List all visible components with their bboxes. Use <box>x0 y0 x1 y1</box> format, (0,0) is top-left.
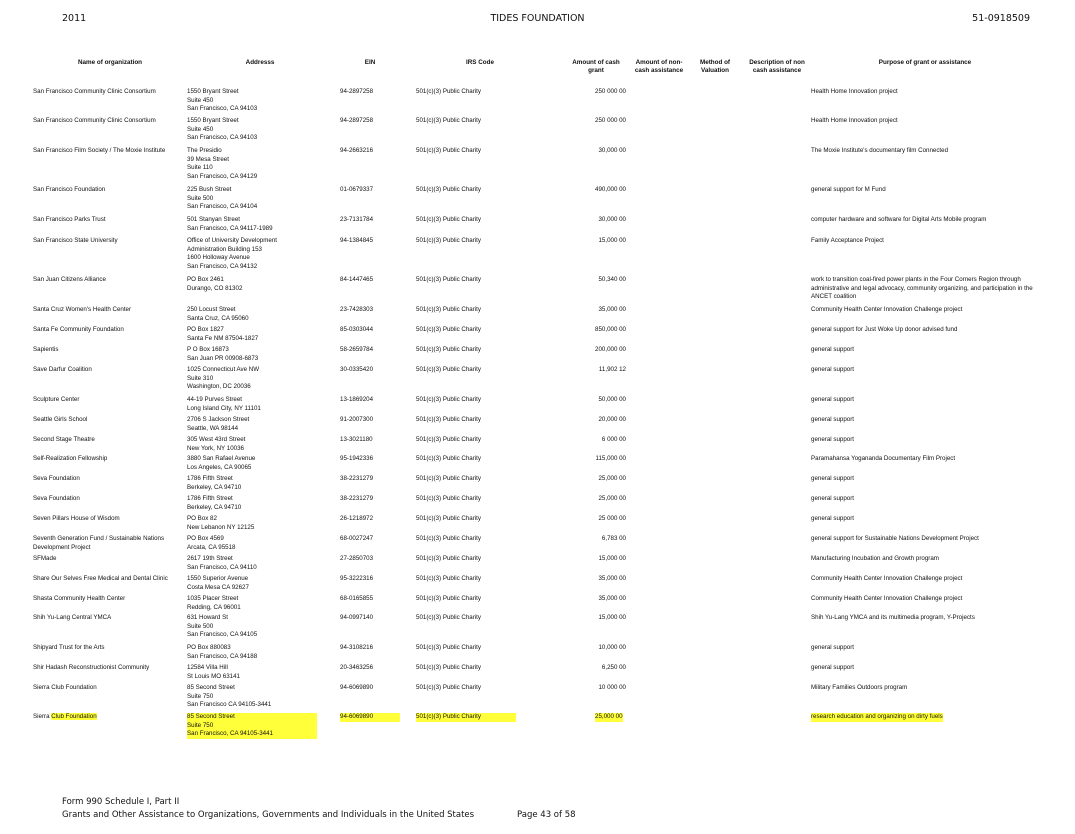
grantee-address-line: Durango, CO 81302 <box>187 284 243 292</box>
grantee-address-line: 631 Howard St <box>187 614 228 621</box>
grantee-irs-code: 501(c)(3) Public Charity <box>416 366 481 373</box>
grantee-ein: 68-0027247 <box>340 535 374 542</box>
col-header-noncash: Amount of non-cash assistance <box>634 59 684 74</box>
grantee-address-line: 39 Mesa Street <box>187 155 229 163</box>
grantee-address-line: P O Box 16873 <box>187 346 229 353</box>
grantee-address-line: 85 Second Street <box>187 713 317 722</box>
grant-purpose: computer hardware and software for Digital Arts Mobile program <box>811 216 987 223</box>
grantee-address-line: 1035 Placer Street <box>187 595 239 602</box>
grantee-irs-code: 501(c)(3) Public Charity <box>416 326 481 333</box>
grantee-irs-code: 501(c)(3) Public Charity <box>416 684 481 691</box>
grantee-name: Seventh Generation Fund / Sustainable Nations Development Project <box>33 535 165 551</box>
grantee-name: San Francisco Film Society / The Moxie Institute <box>33 147 166 154</box>
grantee-address-line: 225 Bush Street <box>187 186 232 193</box>
footer-description: Grants and Other Assistance to Organizations, Governments and Individuals in the United States <box>62 810 475 820</box>
grantee-name <box>33 713 183 722</box>
grantee-name: Seva Foundation <box>33 495 80 502</box>
grantee-ein: 13-3021180 <box>340 436 373 443</box>
grantee-name: San Francisco Community Clinic Consortium <box>33 88 156 95</box>
grantee-irs-code: 501(c)(3) Public Charity <box>416 88 481 95</box>
grantee-ein: 94-6069890 <box>340 684 374 691</box>
col-header-irs-code: IRS Code <box>466 59 494 66</box>
grantee-ein: 94-1384845 <box>340 237 374 244</box>
grantee-address-line: 1025 Connecticut Ave NW <box>187 366 260 373</box>
grant-purpose: work to transition coal-fired power plants in the Four Corners Region through administrative and legal advocacy, community organizing, and participation in the ANCET coalition <box>811 276 1033 300</box>
footer-form: Form 990 Schedule I, Part II <box>62 797 180 807</box>
grantee-address-line: Suite 750 <box>187 722 317 731</box>
grantee-address-line: Redding, CA 96001 <box>187 603 241 611</box>
grantee-ein: 30-0335420 <box>340 366 374 373</box>
grantee-name: Shir Hadash Reconstructionist Community <box>33 664 150 671</box>
cash-grant-amount: 6,783 00 <box>601 535 626 542</box>
grant-purpose: Paramahansa Yogananda Documentary Film Project <box>811 455 956 462</box>
grantee-address-line: 501 Stanyan Street <box>187 216 240 223</box>
organization-name: TIDES FOUNDATION <box>490 13 585 24</box>
grantee-ein: 26-1218972 <box>340 515 374 522</box>
cash-grant-amount: 15,000 00 <box>598 555 626 562</box>
grantee-name: San Francisco Parks Trust <box>33 216 106 223</box>
cash-grant-amount: 6,250 00 <box>601 664 626 671</box>
cash-grant-amount: 35,000 00 <box>598 595 626 602</box>
grantee-irs-code: 501(c)(3) Public Charity <box>416 515 481 522</box>
grantee-address-line: 250 Locust Street <box>187 306 236 313</box>
grantee-address-line: 12584 Villa Hill <box>187 664 228 671</box>
grantee-irs-code: 501(c)(3) Public Charity <box>416 555 481 562</box>
grantee-address-line: San Francisco, CA 94103 <box>187 105 258 112</box>
grant-purpose: Community Health Center Innovation Challenge project <box>811 595 963 602</box>
grantee-name: Second Stage Theatre <box>33 436 95 443</box>
grant-purpose: general support <box>811 664 854 671</box>
grantee-ein: 94-0997140 <box>340 614 374 621</box>
grantee-address-line: 2617 19th Street <box>187 555 233 562</box>
grantee-irs-code: 501(c)(3) Public Charity <box>416 595 481 602</box>
grantee-irs-code: 501(c)(3) Public Charity <box>416 575 481 582</box>
grantee-address-line: San Francisco, CA 94105 <box>187 631 258 638</box>
cash-grant-amount: 35,000 00 <box>598 575 626 582</box>
grantee-address-line: St Louis MO 63141 <box>187 672 240 680</box>
grantee-irs-code: 501(c)(3) Public Charity <box>416 237 481 244</box>
grantee-name: Shih Yu-Lang Central YMCA <box>33 614 112 621</box>
grantee-irs-code: 501(c)(3) Public Charity <box>416 614 481 621</box>
grantee-ein: 94-6069890 <box>340 713 400 722</box>
grantee-address-line: 1550 Bryant Street <box>187 117 239 124</box>
grantee-name: Seva Foundation <box>33 475 80 482</box>
grantee-address-line: 1786 Fifth Street <box>187 495 233 502</box>
grantee-address-line: 1786 Fifth Street <box>187 475 233 482</box>
grant-purpose: general support <box>811 346 854 353</box>
grantee-address-line: 1550 Superior Avenue <box>187 575 249 582</box>
col-header-cash-grant: Amount of cash grant <box>572 59 620 74</box>
grantee-ein: 91-2007300 <box>340 416 374 423</box>
grantee-address-line: PO Box 4569 <box>187 535 224 542</box>
grantee-irs-code: 501(c)(3) Public Charity <box>416 276 481 283</box>
grantee-address-line: Office of University Development <box>187 237 277 244</box>
grantee-name: Seattle Girls School <box>33 416 88 423</box>
grantee-ein: 94-3108216 <box>340 644 374 651</box>
organization-ein: 51-0918509 <box>972 13 1030 24</box>
grantee-address-line: New York, NY 10036 <box>187 444 244 452</box>
grantee-address-line: Suite 110 <box>187 164 213 171</box>
grantee-address-line: 44-19 Purves Street <box>187 396 243 403</box>
grantee-address-line: Berkeley, CA 94710 <box>187 483 242 491</box>
grantee-ein: 95-1942336 <box>340 455 374 462</box>
grantee-address-line: PO Box 2461 <box>187 276 224 283</box>
grantee-address-line: PO Box 1827 <box>187 326 224 333</box>
grant-purpose: Family Acceptance Project <box>811 237 884 244</box>
tax-year: 2011 <box>62 13 87 24</box>
grant-purpose: general support for M Fund <box>811 186 886 193</box>
grant-purpose: Health Home Innovation project <box>811 117 898 124</box>
grantee-address-line: 3880 San Rafael Avenue <box>187 455 256 462</box>
grantee-irs-code: 501(c)(3) Public Charity <box>416 455 481 462</box>
grantee-irs-code: 501(c)(3) Public Charity <box>416 346 481 353</box>
grantee-name: Shipyard Trust for the Arts <box>33 644 105 651</box>
grant-purpose: general support <box>811 396 854 403</box>
grantee-address-line: Suite 450 <box>187 96 214 104</box>
grant-purpose: general support <box>811 644 854 651</box>
grantee-address-line: The Presidio <box>187 147 222 154</box>
grantee-name-highlight: Club Foundation <box>51 713 97 720</box>
grantee-ein: 58-2659784 <box>340 346 374 353</box>
grant-purpose: general support for Sustainable Nations Development Project <box>811 535 979 542</box>
grantee-ein: 38-2231279 <box>340 495 374 502</box>
cash-grant-amount: 11,902 12 <box>598 366 626 373</box>
grantee-address-line: San Francisco, CA 94188 <box>187 652 258 660</box>
cash-grant-amount: 20,000 00 <box>598 416 626 423</box>
grantee-name: Share Our Selves Free Medical and Dental Clinic <box>33 575 168 582</box>
grantee-address-line: Suite 750 <box>187 692 214 700</box>
grantee-name: Shasta Community Health Center <box>33 595 126 602</box>
grantee-ein: 94-2897258 <box>340 88 374 95</box>
grantee-address-line: 85 Second Street <box>187 684 235 691</box>
grantee-name: Self-Realization Fellowship <box>33 455 108 462</box>
grantee-ein: 84-1447465 <box>340 276 374 283</box>
grantee-irs-code: 501(c)(3) Public Charity <box>416 216 481 223</box>
grantee-address-line: San Francisco, CA 94132 <box>187 262 258 270</box>
grant-purpose: general support <box>811 366 854 373</box>
grantee-irs-code: 501(c)(3) Public Charity <box>416 396 481 403</box>
grantee-name: SFMade <box>33 555 57 562</box>
grantee-address-line: San Francisco, CA 94103 <box>187 134 258 141</box>
grantee-address-line: San Francisco CA 94105-3441 <box>187 701 272 708</box>
grantee-irs-code: 501(c)(3) Public Charity <box>416 644 481 651</box>
grantee-ein: 23-7131784 <box>340 216 374 223</box>
cash-grant-amount: 490,000 00 <box>595 186 626 193</box>
grantee-address-line: San Francisco, CA 94117-1989 <box>187 224 273 232</box>
grantee-address-line: Costa Mesa CA 92627 <box>187 583 249 591</box>
cash-grant-amount: 200,000 00 <box>595 346 626 353</box>
grantee-name: Seven Pillars House of Wisdom <box>33 515 120 522</box>
grantee-address-line: Los Angeles, CA 90065 <box>187 463 252 471</box>
grant-purpose: general support <box>811 436 854 443</box>
cash-grant-amount: 250 000 00 <box>595 88 626 95</box>
grantee-address-line: 1600 Holloway Avenue <box>187 254 250 261</box>
grantee-name: San Francisco State University <box>33 237 118 244</box>
grantee-irs-code: 501(c)(3) Public Charity <box>416 306 481 313</box>
grant-purpose: general support for Just Woke Up donor advised fund <box>811 326 958 333</box>
grantee-address-line: Washington, DC 20036 <box>187 383 251 390</box>
grantee-ein: 95-3222316 <box>340 575 374 582</box>
grantee-address-line: San Francisco, CA 94129 <box>187 172 258 180</box>
col-header-valuation: Method of Valuation <box>699 59 731 74</box>
cash-grant-amount: 50,340 00 <box>598 276 626 283</box>
cash-grant-amount: 250 000 00 <box>595 117 626 124</box>
cash-grant-amount: 25,000 00 <box>598 475 626 482</box>
grantee-irs-code: 501(c)(3) Public Charity <box>416 535 481 542</box>
grantee-ein: 68-0165855 <box>340 595 374 602</box>
grantee-address-line: Santa Fe NM 87504-1827 <box>187 334 259 342</box>
grantee-address-line: San Francisco, CA 94104 <box>187 203 258 210</box>
grantee-ein: 13-1869204 <box>340 396 374 403</box>
grantee-address-line: Suite 500 <box>187 622 214 630</box>
cash-grant-amount: 10 000 00 <box>598 684 626 691</box>
grant-purpose: research education and organizing on dirty fuels <box>811 713 943 720</box>
grant-purpose: Military Families Outdoors program <box>811 684 908 691</box>
grantee-name: San Francisco Foundation <box>33 186 106 193</box>
grantee-name: Sierra Club Foundation <box>33 684 97 691</box>
grantee-address-line: Administration Building 153 <box>187 245 262 253</box>
grantee-address-line: Seattle, WA 98144 <box>187 424 239 432</box>
grantee-name: Santa Cruz Women's Health Center <box>33 306 132 313</box>
grant-purpose: Shih Yu-Lang YMCA and its multimedia program, Y-Projects <box>811 614 975 621</box>
footer-page-number: Page 43 of 58 <box>517 810 576 820</box>
grant-purpose: Health Home Innovation project <box>811 88 898 95</box>
grant-purpose: general support <box>811 475 854 482</box>
grantee-irs-code: 501(c)(3) Public Charity <box>416 186 481 193</box>
grantee-name: San Francisco Community Clinic Consortium <box>33 117 156 124</box>
grantee-address-line: New Lebanon NY 12125 <box>187 523 255 531</box>
cash-grant-amount: 6 000 00 <box>601 436 626 443</box>
grantee-address-line: PO Box 82 <box>187 515 217 522</box>
grantee-irs-code: 501(c)(3) Public Charity <box>416 436 481 443</box>
grant-purpose: Community Health Center Innovation Challenge project <box>811 575 963 582</box>
grant-purpose: general support <box>811 515 854 522</box>
cash-grant-amount: 25,000 00 <box>595 713 623 720</box>
grantee-address-line: Long Island City, NY 11101 <box>187 404 261 412</box>
cash-grant-amount: 115,000 00 <box>595 455 626 462</box>
cash-grant-amount: 35,000 00 <box>598 306 626 313</box>
col-header-address: Addresss <box>245 59 275 66</box>
grant-purpose: The Moxie Institute's documentary film Connected <box>811 147 949 154</box>
grant-purpose: Community Health Center Innovation Challenge project <box>811 306 963 313</box>
col-header-noncash-description: Description of non cash assistance <box>749 59 805 74</box>
grantee-name: Sapientis <box>33 346 59 353</box>
grantee-address-line: San Francisco, CA 94105-3441 <box>187 730 317 739</box>
grantee-irs-code: 501(c)(3) Public Charity <box>416 713 516 722</box>
grantee-address-line: Santa Cruz, CA 95060 <box>187 314 249 322</box>
cash-grant-amount: 25,000 00 <box>598 495 626 502</box>
grantee-address-line: 1550 Bryant Street <box>187 88 239 95</box>
grantee-address-line: Suite 310 <box>187 374 214 382</box>
grantee-ein: 01-0679337 <box>340 186 374 193</box>
cash-grant-amount: 30,000 00 <box>598 147 626 154</box>
grantee-address-line: 305 West 43rd Street <box>187 436 246 443</box>
grantee-address-line: PO Box 880083 <box>187 644 231 651</box>
grantee-address-line: Arcata, CA 95518 <box>187 543 236 551</box>
col-header-ein: EIN <box>364 59 376 66</box>
col-header-name: Name of organization <box>77 59 143 66</box>
grantee-ein: 94-2663216 <box>340 147 374 154</box>
grantee-name: Save Darfur Coalition <box>33 366 92 373</box>
grantee-ein: 23-7428303 <box>340 306 374 313</box>
grantee-ein: 85-0303044 <box>340 326 374 333</box>
grantee-address-line: Berkeley, CA 94710 <box>187 503 242 511</box>
grantee-irs-code: 501(c)(3) Public Charity <box>416 147 481 154</box>
grantee-name-part: Sierra <box>33 713 52 720</box>
col-header-purpose: Purpose of grant or assistance <box>878 59 972 66</box>
grantee-irs-code: 501(c)(3) Public Charity <box>416 475 481 482</box>
grantee-address-line: Suite 450 <box>187 125 214 133</box>
grant-purpose: Manufacturing Incubation and Growth program <box>811 555 939 562</box>
grantee-irs-code: 501(c)(3) Public Charity <box>416 416 481 423</box>
cash-grant-amount: 50,000 00 <box>598 396 626 403</box>
grantee-irs-code: 501(c)(3) Public Charity <box>416 117 481 124</box>
grantee-ein: 38-2231279 <box>340 475 374 482</box>
cash-grant-amount: 850,000 00 <box>595 326 626 333</box>
cash-grant-amount: 30,000 00 <box>598 216 626 223</box>
grantee-address-line: San Juan PR 00908-6873 <box>187 354 259 362</box>
grantee-irs-code: 501(c)(3) Public Charity <box>416 664 481 671</box>
grantee-address-line: 2706 S Jackson Street <box>187 416 250 423</box>
grant-purpose: general support <box>811 416 854 423</box>
grantee-irs-code: 501(c)(3) Public Charity <box>416 495 481 502</box>
grantee-address-line: Suite 500 <box>187 194 214 202</box>
cash-grant-amount: 25 000 00 <box>598 515 626 522</box>
cash-grant-amount: 15,000 00 <box>598 237 626 244</box>
cash-grant-amount: 10,000 00 <box>598 644 626 651</box>
grantee-ein: 20-3463256 <box>340 664 374 671</box>
grant-purpose: general support <box>811 495 854 502</box>
grantee-address-line: San Francisco, CA 94110 <box>187 563 257 571</box>
grantee-name: Santa Fe Community Foundation <box>33 326 124 333</box>
grantee-ein: 27-2850703 <box>340 555 374 562</box>
grantee-name: San Juan Citizens Alliance <box>33 276 106 283</box>
grantee-ein: 94-2897258 <box>340 117 374 124</box>
cash-grant-amount: 15,000 00 <box>598 614 626 621</box>
grantee-name: Sculpture Center <box>33 396 80 403</box>
